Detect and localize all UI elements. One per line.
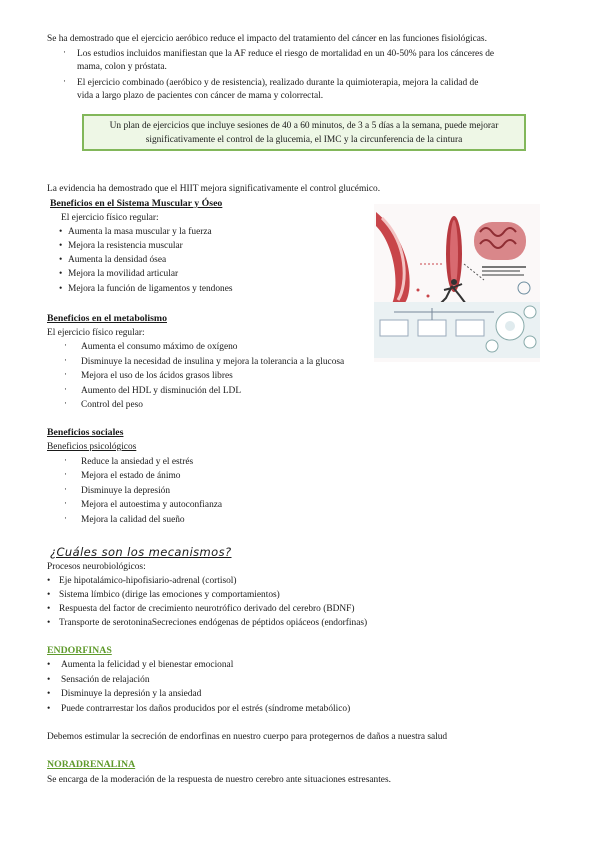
bullet-dot: • <box>59 284 63 294</box>
bullet-dot: • <box>47 590 51 600</box>
bullet-dot: • <box>47 660 51 670</box>
social-subheading: Beneficios psicológicos <box>47 442 137 452</box>
muscular-heading: Beneficios en el Sistema Muscular y Óseo <box>50 198 223 209</box>
endorfinas-item-4: Puede contrarrestar los daños producidos por el estrés (síndrome metabólico) <box>61 704 351 714</box>
social-item-3: Disminuye la depresión <box>81 486 171 496</box>
bullet-dot: · <box>64 498 67 508</box>
callout-line-2: significativamente el control de la glucemia, el IMC y la circunferencia de la cintura <box>145 135 463 145</box>
bullet-dot: · <box>64 398 67 408</box>
metabolism-item-5: Control del peso <box>81 400 143 410</box>
endorfinas-item-1: Aumenta la felicidad y el bienestar emocional <box>61 660 234 670</box>
metabolism-item-3: Mejora el uso de los ácidos grasos libres <box>81 371 233 381</box>
bullet-dot: • <box>59 227 63 237</box>
bullet-dot: • <box>47 675 51 685</box>
intro-bullet-1-line-1: Los estudios incluidos manifiestan que la AF reduce el riesgo de mortalidad en un 40-50% para los cánceres de <box>77 49 495 59</box>
muscular-item-3: Aumenta la densidad ósea <box>68 255 167 265</box>
hiit-line: La evidencia ha demostrado que el HIIT mejora significativamente el control glucémico. <box>47 184 381 194</box>
bullet-dot: • <box>59 241 63 251</box>
metabolism-heading: Beneficios en el metabolismo <box>47 313 167 324</box>
mechanisms-intro: Procesos neurobiológicos: <box>47 562 146 572</box>
bullet-dot: • <box>47 604 51 614</box>
metabolism-item-1: Aumenta el consumo máximo de oxígeno <box>81 342 238 352</box>
noradrenalina-line: Se encarga de la moderación de la respuesta de nuestro cerebro ante situaciones estresantes. <box>47 775 391 785</box>
social-item-5: Mejora la calidad del sueño <box>81 515 185 525</box>
endorfinas-heading: ENDORFINAS <box>47 645 112 656</box>
bullet-dot: • <box>59 255 63 265</box>
diagram-flow-panel <box>374 302 540 358</box>
social-item-1: Reduce la ansiedad y el estrés <box>81 457 194 467</box>
intro-bullet-1-line-2: mama, colon y próstata. <box>77 62 167 72</box>
bullet-dot: · <box>64 384 67 394</box>
social-item-2: Mejora el estado de ánimo <box>81 471 181 481</box>
muscular-item-4: Mejora la movilidad articular <box>68 269 179 279</box>
callout-box <box>82 114 526 151</box>
bullet-dot: · <box>64 469 67 479</box>
mechanisms-item-2: Sistema límbico (dirige las emociones y comportamientos) <box>59 590 280 600</box>
bullet-dot: · <box>64 369 67 379</box>
bullet-dot: · <box>64 513 67 523</box>
bullet-dot: • <box>47 704 51 714</box>
mechanisms-item-3: Respuesta del factor de crecimiento neurotrófico derivado del cerebro (BDNF) <box>59 604 355 614</box>
mechanisms-item-4: Transporte de serotoninaSecreciones endógenas de péptidos opiáceos (endorfinas) <box>59 618 368 628</box>
noradrenalina-heading: NORADRENALINA <box>47 759 136 770</box>
bullet-dot: • <box>47 689 51 699</box>
muscular-intro: El ejercicio físico regular: <box>61 213 159 223</box>
intro-bullet-2-line-2: vida a largo plazo de pacientes con cáncer de mama y colorrectal. <box>77 91 324 101</box>
intro-bullet-2-line-1: El ejercicio combinado (aeróbico y de resistencia), realizado durante la quimioterapia, mejora la calidad de <box>77 78 479 88</box>
social-heading: Beneficios sociales <box>47 427 124 438</box>
metabolism-intro: El ejercicio físico regular: <box>47 328 145 338</box>
bullet-dot: · <box>63 47 66 57</box>
endorfinas-item-3: Disminuye la depresión y la ansiedad <box>61 689 202 699</box>
bullet-dot: • <box>59 269 63 279</box>
metabolism-item-4: Aumento del HDL y disminución del LDL <box>81 386 242 396</box>
bullet-dot: · <box>64 455 67 465</box>
bullet-dot: · <box>63 76 66 86</box>
bullet-dot: · <box>64 484 67 494</box>
muscular-item-5: Mejora la función de ligamentos y tendones <box>68 284 233 294</box>
bullet-dot: • <box>47 576 51 586</box>
bullet-dot: · <box>64 340 67 350</box>
mechanisms-item-1: Eje hipotalámico-hipofisiario-adrenal (cortisol) <box>59 576 237 586</box>
bullet-dot: · <box>64 355 67 365</box>
callout-line-1: Un plan de ejercicios que incluye sesiones de 40 a 60 minutos, de 3 a 5 días a la semana, puede mejorar <box>109 121 499 131</box>
muscular-item-1: Aumenta la masa muscular y la fuerza <box>68 227 212 237</box>
endorfinas-item-2: Sensación de relajación <box>61 675 150 685</box>
muscular-item-2: Mejora la resistencia muscular <box>68 241 183 251</box>
mechanisms-heading: ¿Cuáles son los mecanismos? <box>50 545 232 559</box>
metabolism-item-2: Disminuye la necesidad de insulina y mejora la tolerancia a la glucosa <box>81 357 345 367</box>
bullet-dot: • <box>47 618 51 628</box>
social-item-4: Mejora el autoestima y autoconfianza <box>81 500 223 510</box>
intro-line: Se ha demostrado que el ejercicio aeróbico reduce el impacto del tratamiento del cáncer en las funciones fisiológicas. <box>47 34 487 44</box>
endorfinas-closing: Debemos estimular la secreción de endorfinas en nuestro cuerpo para protegernos de daños a nuestra salud <box>47 732 448 742</box>
flowchart-icon <box>374 302 540 358</box>
